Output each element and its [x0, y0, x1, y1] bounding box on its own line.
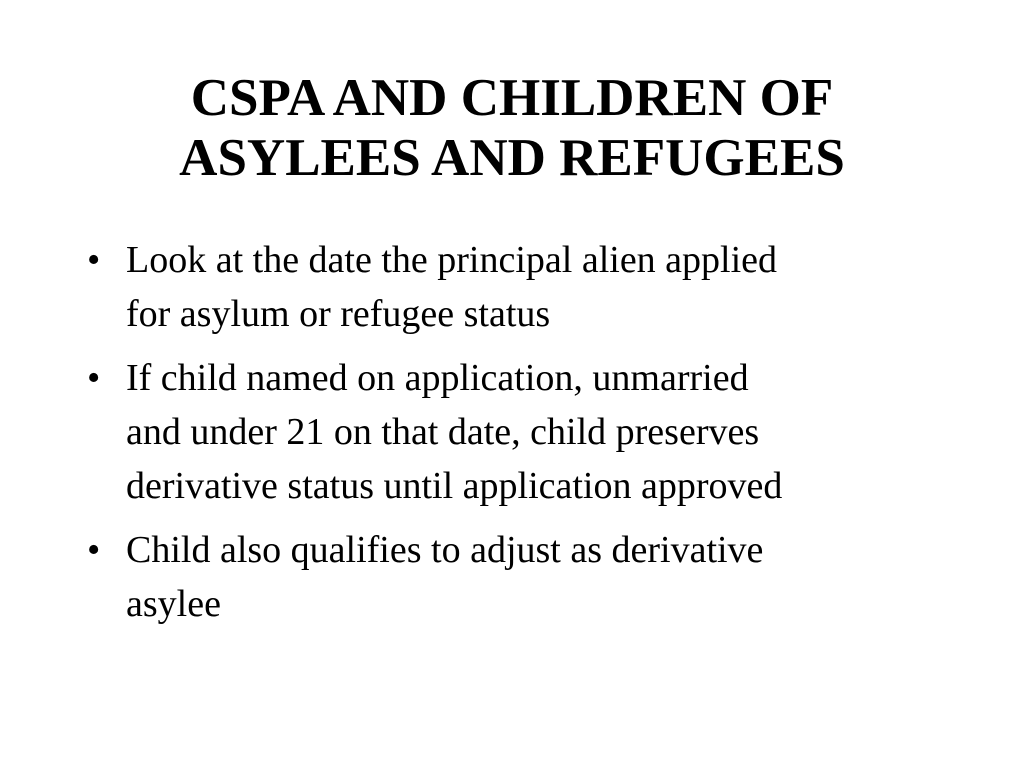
- bullet-list: [85, 233, 965, 641]
- bullet-marker-icon: •: [87, 357, 101, 399]
- bullet-item: [85, 351, 965, 513]
- bullet-text-line: derivative status until application approved: [126, 465, 783, 507]
- slide-title-line: CSPA AND CHILDREN OF: [190, 69, 834, 127]
- bullet-text-line: Child also qualifies to adjust as derivative: [126, 529, 764, 571]
- bullet-item: [85, 523, 965, 631]
- slide-title: [60, 68, 964, 188]
- bullet-text-line: Look at the date the principal alien applied: [126, 239, 778, 281]
- bullet-item: [85, 233, 965, 341]
- bullet-text-line: If child named on application, unmarried: [126, 357, 749, 399]
- bullet-marker-icon: •: [87, 529, 101, 571]
- bullet-text-line: and under 21 on that date, child preserves: [126, 411, 760, 453]
- bullet-marker-icon: •: [87, 239, 101, 281]
- slide-title-line: ASYLEES AND REFUGEES: [179, 129, 845, 187]
- bullet-text-line: asylee: [126, 583, 221, 625]
- bullet-text-line: for asylum or refugee status: [126, 293, 551, 335]
